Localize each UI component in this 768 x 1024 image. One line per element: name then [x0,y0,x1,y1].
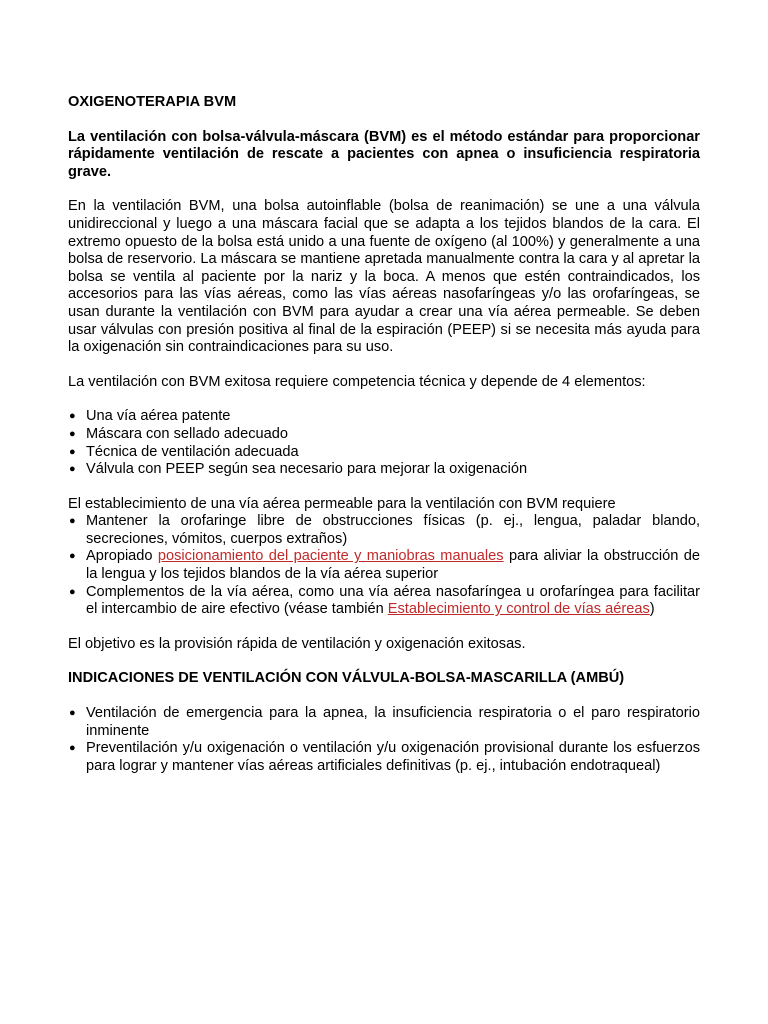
requirements-list [68,513,700,619]
list-item-text: Una vía aérea patente [86,408,231,425]
list-item-text: Mantener la orofaringe libre de obstrucciones físicas (p. ej., lengua, paladar blando, secreciones, vómitos, cuerpos extraños) [86,513,700,547]
elements-list [68,408,700,478]
objective-paragraph: El objetivo es la provisión rápida de ventilación y oxigenación exitosas. [68,635,526,652]
list-item [68,461,700,479]
document-content [68,94,700,775]
lead-paragraph: La ventilación con bolsa-válvula-máscara (BVM) es el método estándar para proporcionar rápidamente ventilación de rescate a pacientes con apnea o insuficiencia respiratoria grave. [68,128,700,180]
list-item-text-pre: Complementos de la vía aérea, como una vía aérea nasofaríngea u orofaríngea para facilitar el intercambio de aire efectivo (véase también [86,583,700,618]
list-item [68,513,700,548]
bullet-icon: ● [69,463,76,476]
indications-heading: INDICACIONES DE VENTILACIÓN CON VÁLVULA-BOLSA-MASCARILLA (AMBÚ) [68,670,625,687]
positioning-maneuvers-link[interactable]: posicionamiento del paciente y maniobras manuales [157,548,504,565]
bullet-icon: ● [69,445,76,458]
bullet-icon: ● [69,410,76,423]
list-item [68,426,700,444]
list-item-text: Ventilación de emergencia para la apnea, la insuficiencia respiratoria o el paro respiratorio inminente [86,705,700,739]
list-item-text: Máscara con sellado adecuado [86,425,289,442]
list-item [68,584,700,619]
bullet-icon: ● [69,585,76,598]
bullet-icon: ● [69,707,76,720]
list-item-text-pre: Apropiado [86,548,158,565]
airway-requirement-paragraph: El establecimiento de una vía aérea permeable para la ventilación con BVM requiere [68,495,616,512]
list-item-text: Técnica de ventilación adecuada [86,443,299,460]
competence-paragraph: La ventilación con BVM exitosa requiere competencia técnica y depende de 4 elementos: [68,373,646,390]
list-item [68,548,700,583]
list-item-text-post: para aliviar la obstrucción de la lengua y los tejidos blandos de la vía aérea superior [86,548,700,583]
bvm-description-paragraph: En la ventilación BVM, una bolsa autoinflable (bolsa de reanimación) se une a una válvula unidireccional y luego a una máscara facial que se adapta a los tejidos blandos de la cara. El extremo opuesto de la bolsa está unido a una fuente de oxígeno (al 100%) y generalmente a una bolsa de reservorio. La máscara se mantiene apretada manualmente contra la cara y al apretar la bolsa se ventila al paciente por la nariz y la boca. A menos que estén contraindicados, los accesorios para las vías aéreas, como las vías aéreas nasofaríngeas y/o las orofaríngeas, se usan durante la ventilación con BVM para ayudar a crear una vía aérea permeable. Se deben usar válvulas con presión positiva al final de la espiración (PEEP) si se necesita más ayuda para la oxigenación sin contraindicaciones para su uso. [68,198,700,356]
list-item [68,444,700,462]
bullet-icon: ● [69,515,76,528]
list-item-text-post: ) [649,601,655,618]
list-item-text: Preventilación y/u oxigenación o ventilación y/u oxigenación provisional durante los esfuerzos para lograr y mantener vías aéreas artificiales definitivas (p. ej., intubación endotraqueal) [86,740,700,774]
list-item [68,705,700,740]
airway-management-link[interactable]: Establecimiento y control de vías aéreas [387,601,650,618]
list-item [68,740,700,775]
bullet-icon: ● [69,427,76,440]
bullet-icon: ● [69,550,76,563]
list-item-text: Válvula con PEEP según sea necesario para mejorar la oxigenación [86,461,528,478]
document-title: OXIGENOTERAPIA BVM [68,94,237,110]
bullet-icon: ● [69,742,76,755]
list-item [68,408,700,426]
indications-list [68,705,700,775]
